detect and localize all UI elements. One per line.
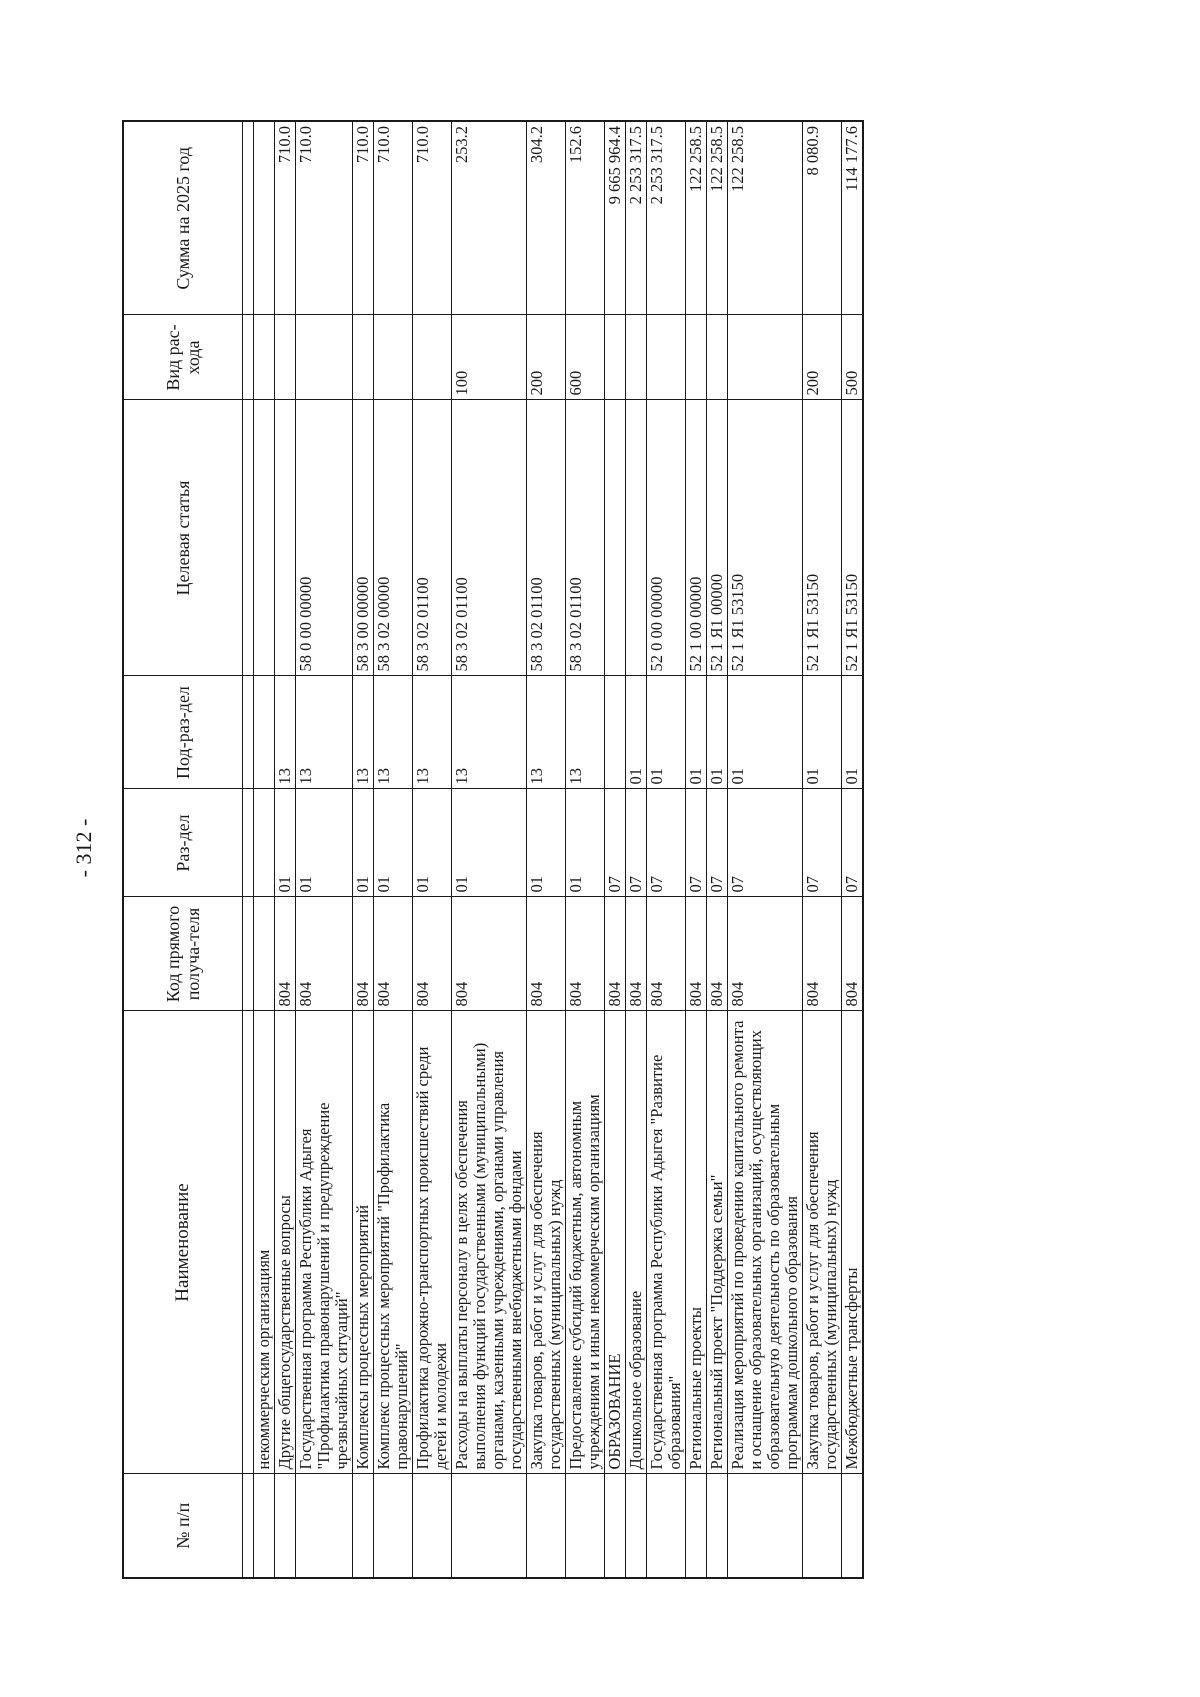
cell-expense-type: 500 <box>842 315 864 400</box>
cell-num <box>803 1474 842 1578</box>
table-row <box>527 121 566 1578</box>
spacer-cell <box>243 897 254 1011</box>
table-row <box>626 121 647 1578</box>
cell-target: 52 1 Я1 53150 <box>842 400 864 676</box>
page-number: - 312 - <box>71 818 96 878</box>
cell-recipient: 804 <box>296 897 353 1011</box>
cell-expense-type <box>605 315 626 400</box>
cell-target: 58 0 00 00000 <box>296 400 353 676</box>
cell-subsection: 13 <box>296 676 353 789</box>
cell-name: Профилактика дорожно-транспортных происшествий среди детей и молодежи <box>413 1011 452 1474</box>
cell-name: Закупка товаров, работ и услуг для обеспечения государственных (муниципальных) нужд <box>527 1011 566 1474</box>
col-header-target: Целевая статья <box>123 400 243 676</box>
cell-num <box>254 1474 275 1578</box>
cell-section: 01 <box>353 789 374 897</box>
cell-name: Реализация мероприятий по проведению капитального ремонта и оснащение образовательных организаций, осуществляющих образовательную деятельность по образовательным программам дошкольного образования <box>728 1011 803 1474</box>
cell-name: ОБРАЗОВАНИЕ <box>605 1011 626 1474</box>
cell-recipient: 804 <box>353 897 374 1011</box>
cell-target: 52 1 Я1 53150 <box>803 400 842 676</box>
cell-recipient: 804 <box>686 897 707 1011</box>
cell-num <box>728 1474 803 1578</box>
cell-subsection <box>254 676 275 789</box>
cell-expense-type <box>353 315 374 400</box>
cell-subsection: 13 <box>275 676 296 789</box>
cell-target: 52 1 Я1 53150 <box>728 400 803 676</box>
cell-num <box>527 1474 566 1578</box>
cell-name: Региональные проекты <box>686 1011 707 1474</box>
cell-sum: 122 258.5 <box>686 121 707 315</box>
cell-target <box>254 400 275 676</box>
col-header-num: № п/п <box>123 1474 243 1578</box>
cell-subsection: 13 <box>374 676 413 789</box>
cell-target: 58 3 02 00000 <box>374 400 413 676</box>
cell-section <box>254 789 275 897</box>
table-row <box>842 121 864 1578</box>
cell-name: Закупка товаров, работ и услуг для обеспечения государственных (муниципальных) нужд <box>803 1011 842 1474</box>
spacer-cell <box>243 315 254 400</box>
cell-sum: 122 258.5 <box>707 121 728 315</box>
cell-sum: 8 080.9 <box>803 121 842 315</box>
col-header-sum: Сумма на 2025 год <box>123 121 243 315</box>
budget-table <box>122 120 864 1579</box>
table-row <box>413 121 452 1578</box>
table-row <box>803 121 842 1578</box>
cell-recipient: 804 <box>452 897 527 1011</box>
table-row <box>686 121 707 1578</box>
spacer-cell <box>243 121 254 315</box>
table-row <box>452 121 527 1578</box>
col-header-expense-type: Вид рас-хода <box>123 315 243 400</box>
cell-expense-type: 200 <box>527 315 566 400</box>
cell-sum: 710.0 <box>296 121 353 315</box>
table-row <box>353 121 374 1578</box>
spacer-cell <box>243 676 254 789</box>
cell-recipient: 804 <box>647 897 686 1011</box>
spacer-cell <box>243 789 254 897</box>
cell-section: 07 <box>842 789 864 897</box>
cell-target: 58 3 00 00000 <box>353 400 374 676</box>
cell-recipient: 804 <box>626 897 647 1011</box>
table-row <box>275 121 296 1578</box>
cell-num <box>686 1474 707 1578</box>
cell-name: Государственная программа Республики Адыгея "Развитие образования" <box>647 1011 686 1474</box>
cell-section: 07 <box>686 789 707 897</box>
cell-sum: 710.0 <box>275 121 296 315</box>
cell-section: 01 <box>527 789 566 897</box>
budget-table-sheet <box>122 122 1057 1579</box>
cell-name: Региональный проект "Поддержка семьи" <box>707 1011 728 1474</box>
cell-subsection: 13 <box>413 676 452 789</box>
cell-recipient <box>254 897 275 1011</box>
cell-recipient: 804 <box>413 897 452 1011</box>
cell-sum: 253.2 <box>452 121 527 315</box>
cell-num <box>626 1474 647 1578</box>
cell-recipient: 804 <box>842 897 864 1011</box>
cell-num <box>707 1474 728 1578</box>
cell-expense-type <box>686 315 707 400</box>
cell-expense-type <box>626 315 647 400</box>
cell-sum: 122 258.5 <box>728 121 803 315</box>
cell-subsection: 01 <box>707 676 728 789</box>
cell-target: 58 3 02 01100 <box>452 400 527 676</box>
cell-name: Другие общегосударственные вопросы <box>275 1011 296 1474</box>
cell-sum: 710.0 <box>353 121 374 315</box>
col-header-section: Раз-дел <box>123 789 243 897</box>
cell-sum: 710.0 <box>374 121 413 315</box>
table-row <box>296 121 353 1578</box>
cell-target: 58 3 02 01100 <box>413 400 452 676</box>
cell-num <box>413 1474 452 1578</box>
table-row <box>566 121 605 1578</box>
cell-num <box>647 1474 686 1578</box>
cell-section: 07 <box>803 789 842 897</box>
cell-expense-type <box>707 315 728 400</box>
cell-num <box>296 1474 353 1578</box>
cell-subsection: 13 <box>566 676 605 789</box>
cell-num <box>842 1474 864 1578</box>
cell-section: 07 <box>728 789 803 897</box>
cell-subsection <box>605 676 626 789</box>
cell-name: Межбюджетные трансферты <box>842 1011 864 1474</box>
table-body <box>243 121 864 1578</box>
table-header <box>123 121 243 1578</box>
cell-section: 07 <box>707 789 728 897</box>
cell-section: 07 <box>626 789 647 897</box>
cell-target <box>626 400 647 676</box>
cell-target: 52 1 00 00000 <box>686 400 707 676</box>
cell-expense-type <box>275 315 296 400</box>
cell-sum <box>254 121 275 315</box>
cell-subsection: 01 <box>626 676 647 789</box>
col-header-name: Наименование <box>123 1011 243 1474</box>
cell-sum: 2 253 317.5 <box>626 121 647 315</box>
cell-sum: 304.2 <box>527 121 566 315</box>
cell-section: 01 <box>566 789 605 897</box>
cell-name: Комплекс процессных мероприятий "Профилактика правонарушений" <box>374 1011 413 1474</box>
cell-section: 07 <box>605 789 626 897</box>
cell-sum: 710.0 <box>413 121 452 315</box>
table-row <box>707 121 728 1578</box>
table-row <box>728 121 803 1578</box>
cell-sum: 152.6 <box>566 121 605 315</box>
cell-expense-type <box>296 315 353 400</box>
header-row <box>123 121 243 1578</box>
cell-recipient: 804 <box>275 897 296 1011</box>
cell-num <box>452 1474 527 1578</box>
cell-expense-type: 100 <box>452 315 527 400</box>
cell-target: 58 3 02 01100 <box>566 400 605 676</box>
cell-name: Комплексы процессных мероприятий <box>353 1011 374 1474</box>
cell-recipient: 804 <box>527 897 566 1011</box>
cell-name: Дошкольное образование <box>626 1011 647 1474</box>
cell-target: 52 0 00 00000 <box>647 400 686 676</box>
cell-sum: 2 253 317.5 <box>647 121 686 315</box>
cell-subsection: 13 <box>527 676 566 789</box>
cell-recipient: 804 <box>728 897 803 1011</box>
cell-recipient: 804 <box>374 897 413 1011</box>
cell-recipient: 804 <box>803 897 842 1011</box>
cell-section: 01 <box>374 789 413 897</box>
cell-section: 01 <box>452 789 527 897</box>
col-header-subsection: Под-раз-дел <box>123 676 243 789</box>
cell-target: 58 3 02 01100 <box>527 400 566 676</box>
cell-subsection: 01 <box>728 676 803 789</box>
cell-expense-type: 200 <box>803 315 842 400</box>
spacer-cell <box>243 1474 254 1578</box>
cell-name: некоммерческим организациям <box>254 1011 275 1474</box>
cell-num <box>275 1474 296 1578</box>
table-row <box>374 121 413 1578</box>
cell-subsection: 13 <box>452 676 527 789</box>
cell-subsection: 01 <box>686 676 707 789</box>
spacer-cell <box>243 1011 254 1474</box>
cell-section: 01 <box>296 789 353 897</box>
cell-target <box>275 400 296 676</box>
cell-subsection: 01 <box>647 676 686 789</box>
cell-expense-type <box>254 315 275 400</box>
cell-expense-type: 600 <box>566 315 605 400</box>
cell-recipient: 804 <box>566 897 605 1011</box>
cell-target: 52 1 Я1 00000 <box>707 400 728 676</box>
spacer-row <box>243 121 254 1578</box>
cell-expense-type <box>728 315 803 400</box>
cell-name: Государственная программа Республики Адыгея "Профилактика правонарушений и предупреждение чрезвычайных ситуаций" <box>296 1011 353 1474</box>
table-row <box>254 121 275 1578</box>
cell-sum: 9 665 964.4 <box>605 121 626 315</box>
spacer-cell <box>243 400 254 676</box>
cell-subsection: 01 <box>842 676 864 789</box>
cell-recipient: 804 <box>605 897 626 1011</box>
cell-expense-type <box>413 315 452 400</box>
cell-section: 07 <box>647 789 686 897</box>
cell-num <box>605 1474 626 1578</box>
cell-num <box>566 1474 605 1578</box>
cell-name: Расходы на выплаты персоналу в целях обеспечения выполнения функций государственными (муниципальными) органами, казенными учреждениями, органами управления государственными внебюджетными фондами <box>452 1011 527 1474</box>
table-row <box>647 121 686 1578</box>
col-header-recipient: Код прямого получа-теля <box>123 897 243 1011</box>
cell-section: 01 <box>413 789 452 897</box>
cell-expense-type <box>374 315 413 400</box>
cell-target <box>605 400 626 676</box>
table-row <box>605 121 626 1578</box>
cell-num <box>374 1474 413 1578</box>
cell-subsection: 13 <box>353 676 374 789</box>
cell-subsection: 01 <box>803 676 842 789</box>
cell-num <box>353 1474 374 1578</box>
cell-expense-type <box>647 315 686 400</box>
cell-recipient: 804 <box>707 897 728 1011</box>
cell-sum: 114 177.6 <box>842 121 864 315</box>
cell-section: 01 <box>275 789 296 897</box>
cell-name: Предоставление субсидий бюджетным, автономным учреждениям и иным некоммерческим организациям <box>566 1011 605 1474</box>
